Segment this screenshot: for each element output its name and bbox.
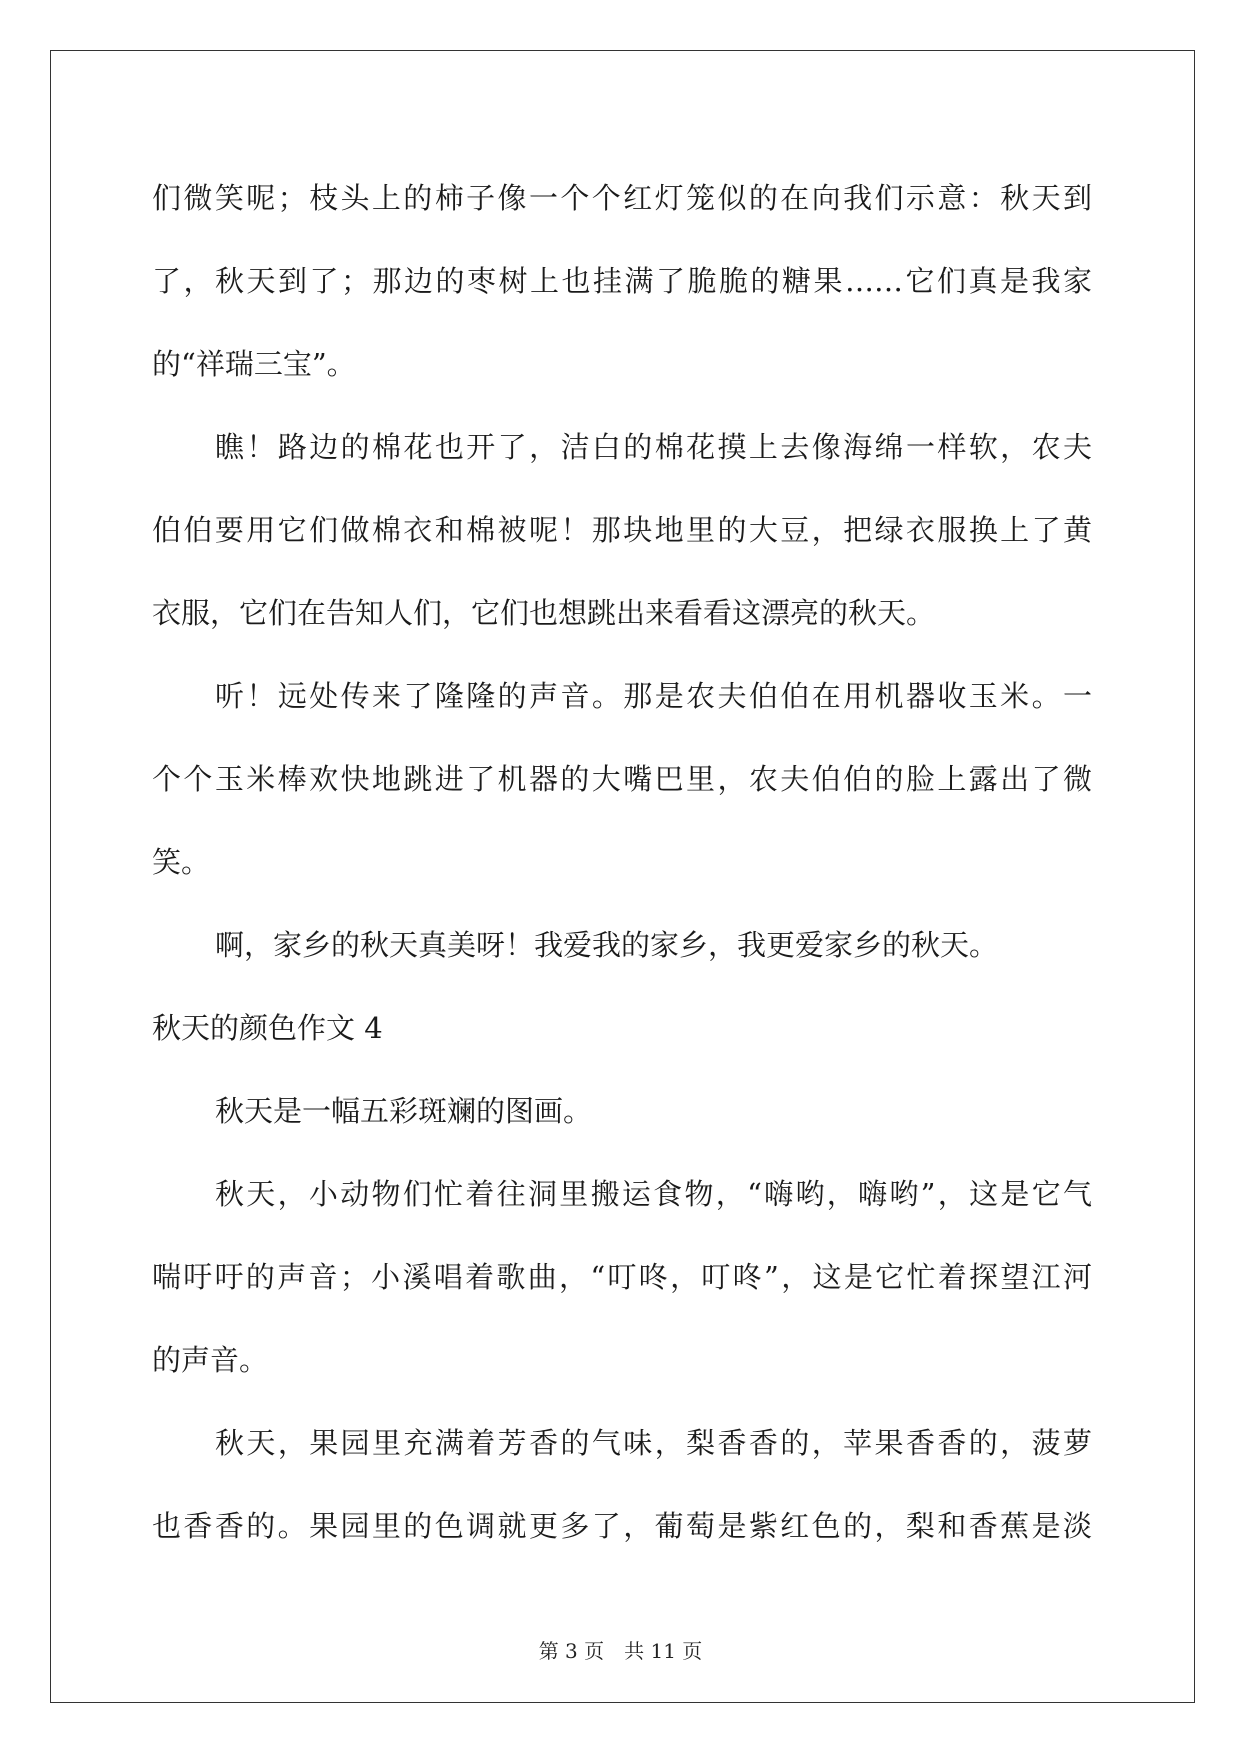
text-line: 也香香的。果园里的色调就更多了，葡萄是紫红色的，梨和香蕉是淡	[152, 1509, 1092, 1543]
text-line: 瞧！路边的棉花也开了，洁白的棉花摸上去像海绵一样软，农夫	[215, 430, 1092, 464]
document-body	[152, 157, 1092, 1568]
text-line: 的声音。	[152, 1343, 269, 1377]
text-line: 个个玉米棒欢快地跳进了机器的大嘴巴里，农夫伯伯的脸上露出了微	[152, 762, 1092, 796]
text-line: 啊，家乡的秋天真美呀！我爱我的家乡，我更爱家乡的秋天。	[215, 928, 999, 962]
page-number-footer: 第 3 页 共 11 页	[538, 1639, 703, 1663]
text-line: 衣服，它们在告知人们，它们也想跳出来看看这漂亮的秋天。	[152, 596, 936, 630]
text-line: 喘吁吁的声音；小溪唱着歌曲，“叮咚，叮咚”，这是它忙着探望江河	[152, 1260, 1092, 1294]
text-line: 们微笑呢；枝头上的柿子像一个个红灯笼似的在向我们示意：秋天到	[152, 181, 1092, 215]
text-line: 秋天，小动物们忙着往洞里搬运食物，“嗨哟，嗨哟”，这是它气	[215, 1177, 1092, 1211]
text-line: 了，秋天到了；那边的枣树上也挂满了脆脆的糖果……它们真是我家	[152, 264, 1092, 298]
text-line: 的“祥瑞三宝”。	[152, 347, 356, 381]
text-line: 笑。	[152, 845, 211, 879]
section-heading: 秋天的颜色作文 4	[152, 1011, 383, 1045]
text-line: 秋天是一幅五彩斑斓的图画。	[215, 1094, 593, 1128]
text-line: 听！远处传来了隆隆的声音。那是农夫伯伯在用机器收玉米。一	[215, 679, 1092, 713]
text-line: 秋天，果园里充满着芳香的气味，梨香香的，苹果香香的，菠萝	[215, 1426, 1092, 1460]
text-line: 伯伯要用它们做棉衣和棉被呢！那块地里的大豆，把绿衣服换上了黄	[152, 513, 1092, 547]
